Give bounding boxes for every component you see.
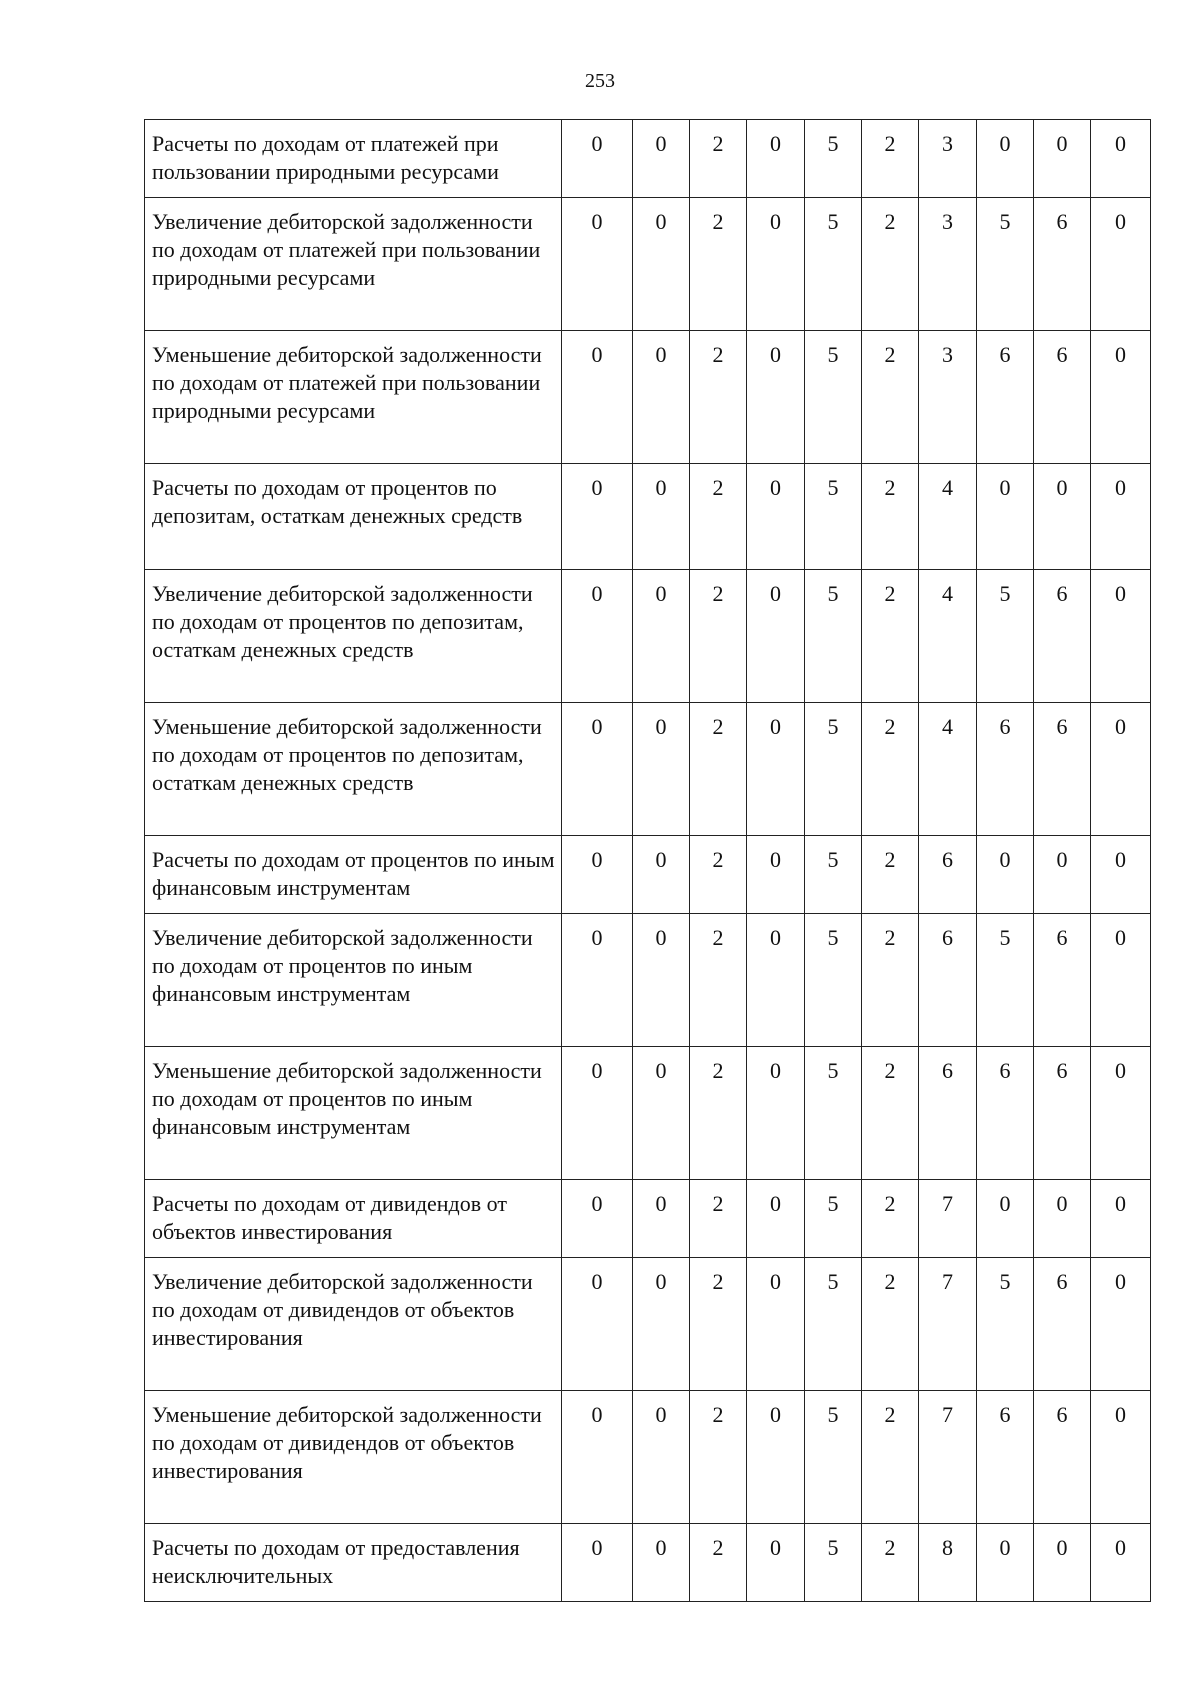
page-number: 253	[585, 70, 615, 92]
code-digit-6: 2	[862, 120, 919, 198]
code-digit-9: 0	[1034, 1524, 1091, 1602]
code-digit-8: 6	[977, 703, 1034, 836]
code-digit-3: 2	[690, 914, 747, 1047]
code-digit-6: 2	[862, 198, 919, 331]
code-digit-7: 3	[919, 120, 977, 198]
table-row	[145, 570, 1151, 703]
code-digit-5: 5	[805, 836, 862, 914]
code-digit-6: 2	[862, 331, 919, 464]
account-codes-table	[144, 119, 1151, 1602]
code-digit-6: 2	[862, 836, 919, 914]
code-digit-2: 0	[633, 464, 690, 570]
table-row	[145, 1047, 1151, 1180]
code-digit-1: 0	[562, 570, 633, 703]
code-digit-10: 0	[1091, 1258, 1151, 1391]
code-digit-3: 2	[690, 1391, 747, 1524]
row-description: Уменьшение дебиторской задолженности по доходам от процентов по депозитам, остаткам денежных средств	[145, 703, 562, 836]
code-digit-1: 0	[562, 1258, 633, 1391]
code-digit-10: 0	[1091, 464, 1151, 570]
code-digit-2: 0	[633, 836, 690, 914]
code-digit-6: 2	[862, 1391, 919, 1524]
code-digit-9: 6	[1034, 703, 1091, 836]
code-digit-7: 7	[919, 1180, 977, 1258]
code-digit-2: 0	[633, 1258, 690, 1391]
code-digit-10: 0	[1091, 1180, 1151, 1258]
code-digit-7: 4	[919, 570, 977, 703]
code-digit-6: 2	[862, 1180, 919, 1258]
table-row	[145, 914, 1151, 1047]
code-digit-7: 3	[919, 331, 977, 464]
code-digit-6: 2	[862, 1047, 919, 1180]
table-row	[145, 198, 1151, 331]
table-row	[145, 1258, 1151, 1391]
code-digit-8: 5	[977, 570, 1034, 703]
row-description: Уменьшение дебиторской задолженности по доходам от платежей при пользовании природными ресурсами	[145, 331, 562, 464]
code-digit-2: 0	[633, 1180, 690, 1258]
code-digit-5: 5	[805, 570, 862, 703]
table-row	[145, 1524, 1151, 1602]
code-digit-8: 5	[977, 914, 1034, 1047]
code-digit-8: 0	[977, 836, 1034, 914]
code-digit-2: 0	[633, 703, 690, 836]
code-digit-9: 6	[1034, 570, 1091, 703]
code-digit-4: 0	[747, 1180, 805, 1258]
table-row	[145, 331, 1151, 464]
code-digit-4: 0	[747, 1047, 805, 1180]
code-digit-8: 0	[977, 464, 1034, 570]
code-digit-7: 6	[919, 836, 977, 914]
code-digit-6: 2	[862, 914, 919, 1047]
code-digit-2: 0	[633, 570, 690, 703]
code-digit-8: 0	[977, 1180, 1034, 1258]
code-digit-4: 0	[747, 703, 805, 836]
code-digit-1: 0	[562, 120, 633, 198]
code-digit-4: 0	[747, 570, 805, 703]
table-row	[145, 120, 1151, 198]
code-digit-1: 0	[562, 914, 633, 1047]
code-digit-7: 8	[919, 1524, 977, 1602]
row-description: Увеличение дебиторской задолженности по доходам от дивидендов от объектов инвестирования	[145, 1258, 562, 1391]
code-digit-9: 6	[1034, 914, 1091, 1047]
code-digit-3: 2	[690, 836, 747, 914]
code-digit-2: 0	[633, 1047, 690, 1180]
code-digit-1: 0	[562, 836, 633, 914]
code-digit-10: 0	[1091, 1391, 1151, 1524]
code-digit-8: 5	[977, 1258, 1034, 1391]
code-digit-8: 0	[977, 120, 1034, 198]
code-digit-3: 2	[690, 198, 747, 331]
code-digit-5: 5	[805, 198, 862, 331]
row-description: Уменьшение дебиторской задолженности по доходам от дивидендов от объектов инвестирования	[145, 1391, 562, 1524]
code-digit-7: 6	[919, 1047, 977, 1180]
code-digit-9: 6	[1034, 331, 1091, 464]
code-digit-3: 2	[690, 703, 747, 836]
code-digit-5: 5	[805, 1047, 862, 1180]
code-digit-3: 2	[690, 464, 747, 570]
code-digit-4: 0	[747, 1524, 805, 1602]
code-digit-6: 2	[862, 464, 919, 570]
code-digit-4: 0	[747, 198, 805, 331]
code-digit-9: 0	[1034, 836, 1091, 914]
code-digit-5: 5	[805, 914, 862, 1047]
code-digit-3: 2	[690, 570, 747, 703]
table-row	[145, 464, 1151, 570]
code-digit-6: 2	[862, 1524, 919, 1602]
code-digit-5: 5	[805, 703, 862, 836]
code-digit-9: 6	[1034, 1047, 1091, 1180]
code-digit-9: 0	[1034, 464, 1091, 570]
code-digit-2: 0	[633, 1524, 690, 1602]
code-digit-7: 4	[919, 464, 977, 570]
code-digit-9: 6	[1034, 1258, 1091, 1391]
code-digit-1: 0	[562, 464, 633, 570]
code-digit-4: 0	[747, 836, 805, 914]
code-digit-9: 6	[1034, 198, 1091, 331]
code-digit-3: 2	[690, 1180, 747, 1258]
code-digit-4: 0	[747, 914, 805, 1047]
code-digit-8: 6	[977, 331, 1034, 464]
code-digit-5: 5	[805, 1524, 862, 1602]
code-digit-6: 2	[862, 1258, 919, 1391]
code-digit-9: 6	[1034, 1391, 1091, 1524]
code-digit-3: 2	[690, 1047, 747, 1180]
code-digit-4: 0	[747, 1258, 805, 1391]
row-description: Увеличение дебиторской задолженности по доходам от процентов по депозитам, остаткам денежных средств	[145, 570, 562, 703]
code-digit-3: 2	[690, 1258, 747, 1391]
code-digit-1: 0	[562, 1391, 633, 1524]
code-digit-5: 5	[805, 1180, 862, 1258]
code-digit-7: 7	[919, 1391, 977, 1524]
code-digit-7: 6	[919, 914, 977, 1047]
table-row	[145, 1180, 1151, 1258]
code-digit-10: 0	[1091, 1524, 1151, 1602]
row-description: Расчеты по доходам от платежей при пользовании природными ресурсами	[145, 120, 562, 198]
code-digit-3: 2	[690, 120, 747, 198]
code-digit-9: 0	[1034, 120, 1091, 198]
code-digit-8: 5	[977, 198, 1034, 331]
code-digit-3: 2	[690, 1524, 747, 1602]
code-digit-8: 6	[977, 1391, 1034, 1524]
table-row	[145, 703, 1151, 836]
code-digit-4: 0	[747, 331, 805, 464]
row-description: Расчеты по доходам от процентов по иным финансовым инструментам	[145, 836, 562, 914]
code-digit-1: 0	[562, 1047, 633, 1180]
code-digit-10: 0	[1091, 570, 1151, 703]
code-digit-1: 0	[562, 1524, 633, 1602]
code-digit-1: 0	[562, 198, 633, 331]
code-digit-3: 2	[690, 331, 747, 464]
code-digit-8: 0	[977, 1524, 1034, 1602]
row-description: Увеличение дебиторской задолженности по доходам от платежей при пользовании природными ресурсами	[145, 198, 562, 331]
code-digit-2: 0	[633, 914, 690, 1047]
code-digit-4: 0	[747, 464, 805, 570]
code-digit-10: 0	[1091, 1047, 1151, 1180]
row-description: Увеличение дебиторской задолженности по доходам от процентов по иным финансовым инструментам	[145, 914, 562, 1047]
code-digit-5: 5	[805, 1258, 862, 1391]
code-digit-10: 0	[1091, 703, 1151, 836]
code-digit-7: 3	[919, 198, 977, 331]
code-digit-5: 5	[805, 1391, 862, 1524]
code-digit-6: 2	[862, 570, 919, 703]
code-digit-2: 0	[633, 331, 690, 464]
table-row	[145, 836, 1151, 914]
row-description: Расчеты по доходам от процентов по депозитам, остаткам денежных средств	[145, 464, 562, 570]
row-description: Расчеты по доходам от предоставления неисключительных	[145, 1524, 562, 1602]
code-digit-4: 0	[747, 120, 805, 198]
row-description: Расчеты по доходам от дивидендов от объектов инвестирования	[145, 1180, 562, 1258]
code-digit-1: 0	[562, 703, 633, 836]
code-digit-5: 5	[805, 464, 862, 570]
code-digit-10: 0	[1091, 914, 1151, 1047]
code-digit-10: 0	[1091, 331, 1151, 464]
table-row	[145, 1391, 1151, 1524]
code-digit-5: 5	[805, 120, 862, 198]
code-digit-10: 0	[1091, 120, 1151, 198]
code-digit-2: 0	[633, 198, 690, 331]
code-digit-5: 5	[805, 331, 862, 464]
code-digit-7: 4	[919, 703, 977, 836]
code-digit-2: 0	[633, 1391, 690, 1524]
code-digit-2: 0	[633, 120, 690, 198]
row-description: Уменьшение дебиторской задолженности по доходам от процентов по иным финансовым инструментам	[145, 1047, 562, 1180]
code-digit-1: 0	[562, 331, 633, 464]
code-digit-4: 0	[747, 1391, 805, 1524]
code-digit-7: 7	[919, 1258, 977, 1391]
code-digit-10: 0	[1091, 198, 1151, 331]
code-digit-8: 6	[977, 1047, 1034, 1180]
code-digit-1: 0	[562, 1180, 633, 1258]
code-digit-9: 0	[1034, 1180, 1091, 1258]
code-digit-10: 0	[1091, 836, 1151, 914]
code-digit-6: 2	[862, 703, 919, 836]
